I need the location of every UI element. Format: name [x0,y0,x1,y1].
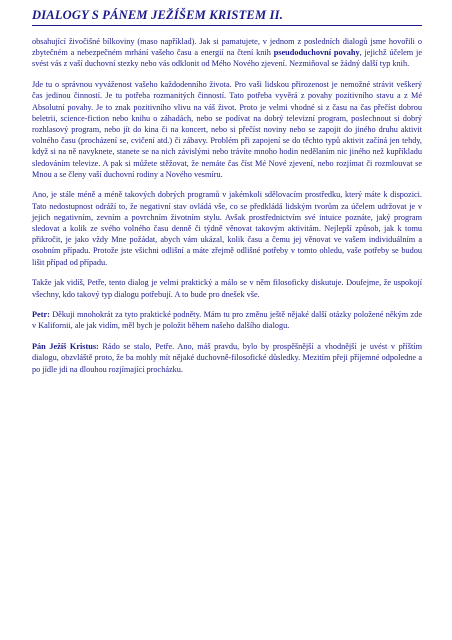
running-header: DIALOGY S PÁNEM JEŽÍŠEM KRISTEM II. [32,8,422,26]
document-body [32,36,422,384]
paragraph-1-text-b: , jejichž účelem je svést vás z vaší duchovní stezky nebo vás odklonit od Mého Nového zjevení. Nezmiňoval se žádný další typ knih. [32,48,423,69]
paragraph-5-text: Děkuji mnohokrát za tyto praktické podněty. Mám tu pro změnu ještě nějaké další otázky položené někým zde v Kalifornii, ale jak vidím, měl bych je položit během našeho dalšího dialogu. [32,310,422,331]
paragraph-4: Takže jak vidíš, Petře, tento dialog je velmi praktický a málo se v něm filosoficky diskutuje. Doufejme, že uspokojí všechny, kdo takový typ dialogu potřebují. A to bude pro dnešek vše. [32,278,422,299]
paragraph-1-text-a: obsahující živočišné bílkoviny (maso například). Jak si pamatujete, v jednom z posledních dialogů jsme hovořili o zbytečném a nebezpečném mrhání vašeho času a energií na čtení knih [32,37,422,58]
paragraph-5 [32,309,422,331]
paragraph-6-text: Rádo se stalo, Petře. Ano, máš pravdu, bylo by prospěšnější a vhodnější je uvést v příštím dialogu, obzvláště proto, že ba mohly mít nějaké duchovně-filosofické důsledky. Mezitím přeji příjemné odpoledne a po jídle jdi na dlouhou rozjímající procházku. [32,342,422,374]
paragraph-6 [32,341,422,375]
speaker-jesus: Pán Ježíš Kristus: [32,342,99,352]
paragraph-3: Ano, je stále méně a méně takových dobrých programů v jakémkoli sdělovacím prostředku, který máte k dispozici. Tato nedostupnost odráží to, že negativní stav ovládá vše, co se předkládá lidským tvorům za účelem udržovat je v jejich negativním, zevním a povrchním životním stylu. Avšak prostřednictvím své intuice poznáte, jaký program sledovat a kolik ze svého volného času denně či týdně věnovat takovým aktivitám. Nejlepší způsob, jak k tomu přikročit, je jako vždy Mne požádat, abych vám ukázal, kolik času a čemu jej věnovat ve vašem individuálním a osobním případu. Protože jste všichni odlišní a máte zřejmě odlišné potřeby v tomto ohledu, vaše potřeby se budou lišit případ od případu. [32,190,422,267]
speaker-petr: Petr: [32,310,50,320]
paragraph-2: Jde tu o správnou vyváženost vašeho každodenního života. Pro vaši lidskou přirozenost je nemožné strávit veškerý čas jedinou činností. Je tu potřeba rozmanitých činností. Tato potřeba vyvěrá z povahy pozitivního stavu a z Mé Absolutní povahy. Je to znak pozitivního vlivu na váš život. Proto je velmi vhodné si z času na čas přečíst dobrou beletrii, science-fiction nebo knihu o záhadách, nebo se podívat na dobrý televizní program, poslechnout si dobrý rozhlasový program, nebo jít do kina či na koncert, nebo si přečíst noviny nebo se zapojit do jiného druhu aktivit volného času (procházení se, cvičení atd.) či zábavy. Problém při zapojení se do těchto typů aktivit začíná jen tehdy, když si na ně navyknete, stanete se na nich závislými nebo trávíte mnoho hodin nedělaním nic jiného než kupříkladu sledováním televize. A pak si můžete stěžovat, že nemáte čas číst Mé Nové zjevení, nebo rozjímat či rozmlouvat se Mnou a se členy vaší duchovní rodiny a Nového vesmíru. [32,80,422,179]
emphasis-pseudospiritual: pseudoduchovní povahy [273,48,360,58]
paragraph-1 [32,36,422,70]
